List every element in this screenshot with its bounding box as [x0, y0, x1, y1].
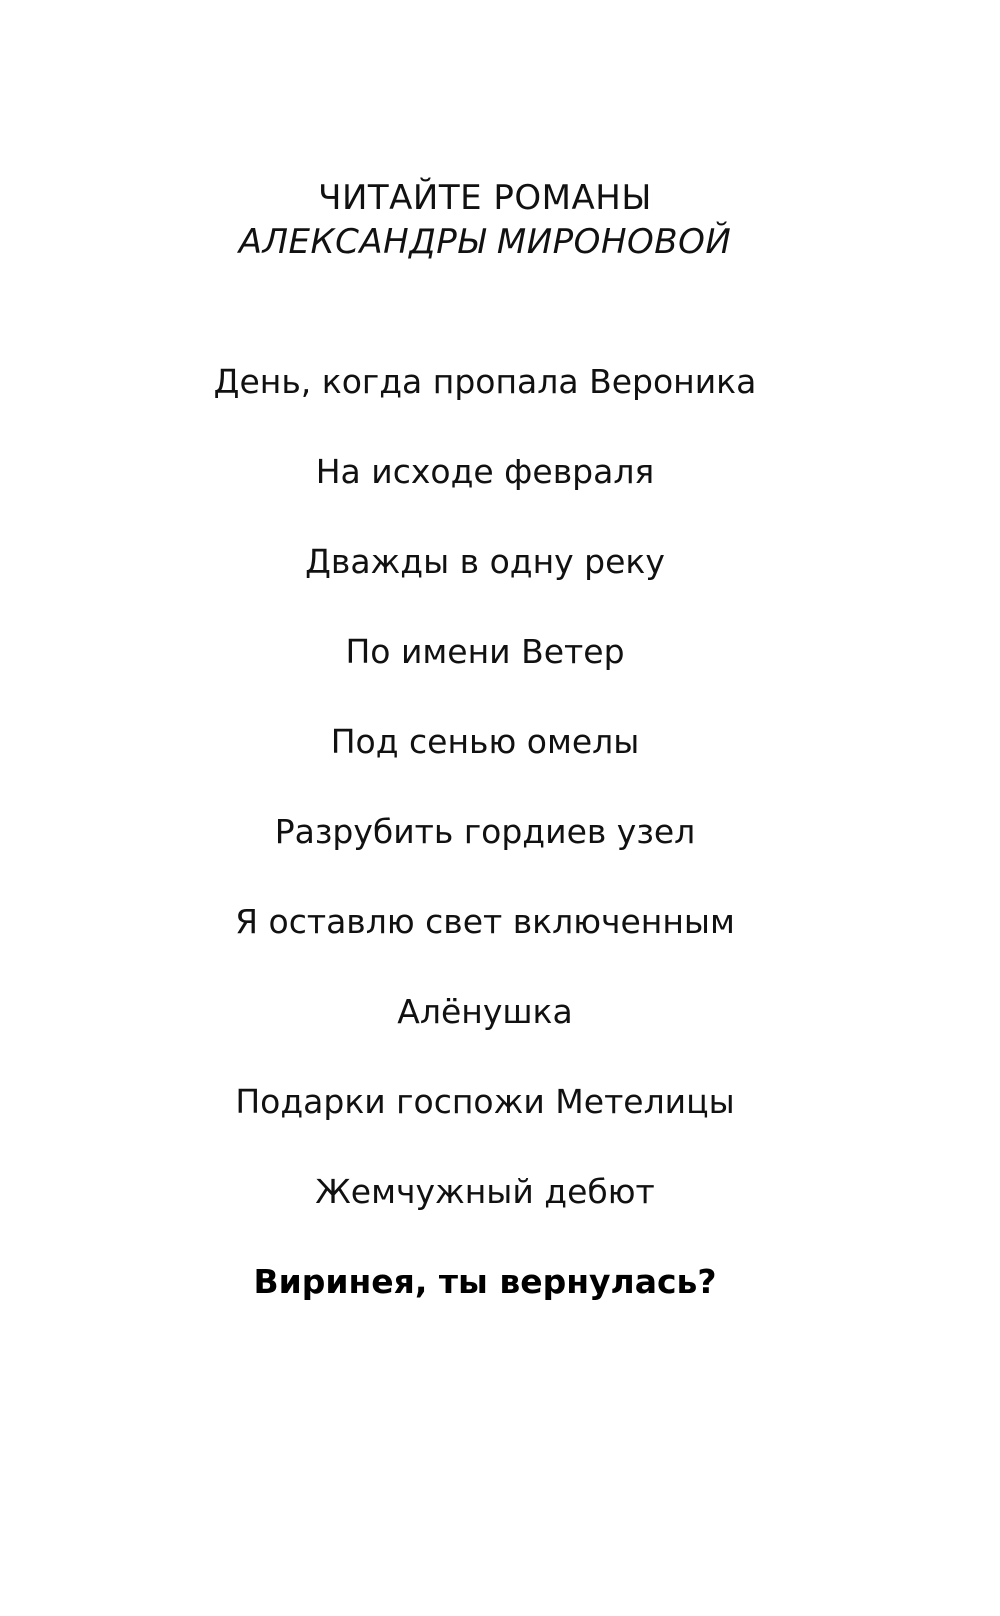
book-title: Жемчужный дебют — [315, 1172, 655, 1211]
book-title: Под сенью омелы — [330, 722, 640, 761]
book-title: Дважды в одну реку — [305, 542, 665, 581]
heading-line-2-author: АЛЕКСАНДРЫ МИРОНОВОЙ — [238, 222, 732, 262]
book-title: День, когда пропала Вероника — [213, 362, 757, 401]
heading-line-1: ЧИТАЙТЕ РОМАНЫ — [318, 178, 652, 218]
book-title: Разрубить гордиев узел — [274, 812, 696, 851]
book-title: Подарки госпожи Метелицы — [235, 1082, 735, 1121]
book-title: По имени Ветер — [345, 632, 625, 671]
book-list — [0, 362, 970, 1352]
book-title: Я оставлю свет включенным — [235, 902, 735, 941]
book-title-featured: Виринея, ты вернулась? — [253, 1262, 717, 1301]
book-title: Алёнушка — [397, 992, 573, 1031]
book-title: На исходе февраля — [315, 452, 655, 491]
